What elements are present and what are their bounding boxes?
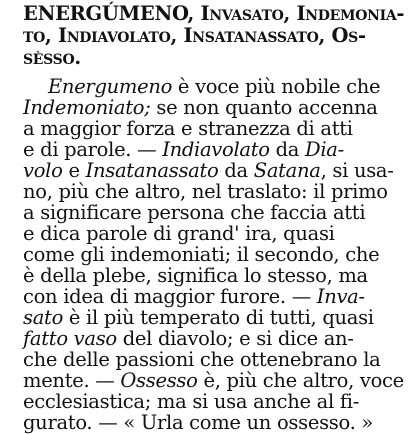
- body-line: [23, 349, 381, 370]
- body-text: se non quanto accenna: [150, 96, 378, 119]
- synonym-list: Invasato, Indemonia-: [200, 2, 405, 25]
- body-line: [23, 202, 365, 223]
- body-line: [23, 139, 344, 160]
- body-text: ecclesiastica; ma si usa anche al fi-: [23, 390, 359, 413]
- body-text: come gli indemoniati; il secondo, che: [23, 243, 380, 266]
- body-line: [23, 328, 354, 349]
- body-text: a maggior forza e stranezza di atti: [23, 117, 353, 140]
- body-text: da: [269, 138, 306, 161]
- body-line: [23, 370, 404, 391]
- body-line: [23, 181, 388, 202]
- body-text: da: [218, 159, 254, 182]
- heading-line-2: to, Indiavolato, Insatanassato, Os-: [23, 24, 366, 47]
- body-text: è della plebe, significa lo stesso, ma: [23, 264, 368, 287]
- body-line: [48, 76, 380, 97]
- body-text: a significare persona che faccia atti: [23, 201, 366, 224]
- body-text: del diavolo; e si dice an-: [116, 327, 354, 350]
- italic-term: Ossesso: [120, 369, 198, 392]
- italic-term: Insatanassato: [85, 159, 219, 182]
- heading-line-3: sèsso.: [23, 46, 81, 69]
- italic-term: fatto vaso: [23, 327, 117, 350]
- body-line: [23, 160, 394, 181]
- italic-term: Inva-: [316, 285, 365, 308]
- body-text: che delle passioni che ottenebrano la: [23, 348, 381, 371]
- italic-term: Dia-: [305, 138, 344, 161]
- body-line: [23, 97, 378, 118]
- body-text: è, più che altro, voce: [197, 369, 404, 392]
- body-text: gurato. — « Urla come un ossesso. »: [23, 411, 374, 434]
- body-text: e: [62, 159, 86, 182]
- body-text: e di parole. —: [23, 138, 163, 161]
- italic-term: Energumeno: [48, 75, 173, 98]
- body-text: , si usa-: [320, 159, 394, 182]
- body-line: [23, 265, 368, 286]
- body-line: [23, 286, 365, 307]
- body-text: è il più temperato di tutti, quasi: [63, 306, 374, 329]
- italic-term: sato: [23, 306, 64, 329]
- italic-term: Indiavolato: [162, 138, 270, 161]
- body-text: e dica parole di grand' ira, quasi: [23, 222, 335, 245]
- body-line: [23, 307, 374, 328]
- body-text: con idea di maggior furore. —: [23, 285, 317, 308]
- body-text: mente. —: [23, 369, 121, 392]
- headword: ENERGÚMENO,: [23, 2, 201, 25]
- body-line: [23, 391, 359, 412]
- italic-term: Satana: [253, 159, 321, 182]
- body-text: no, più che altro, nel traslato: il primo: [23, 180, 388, 203]
- heading-line-1: [23, 3, 404, 24]
- body-text: è voce più nobile che: [172, 75, 381, 98]
- body-line: [23, 244, 379, 265]
- italic-term: Indemoniato;: [23, 96, 151, 119]
- body-line: [23, 118, 353, 139]
- italic-term: volo: [23, 159, 63, 182]
- body-line: [23, 223, 335, 244]
